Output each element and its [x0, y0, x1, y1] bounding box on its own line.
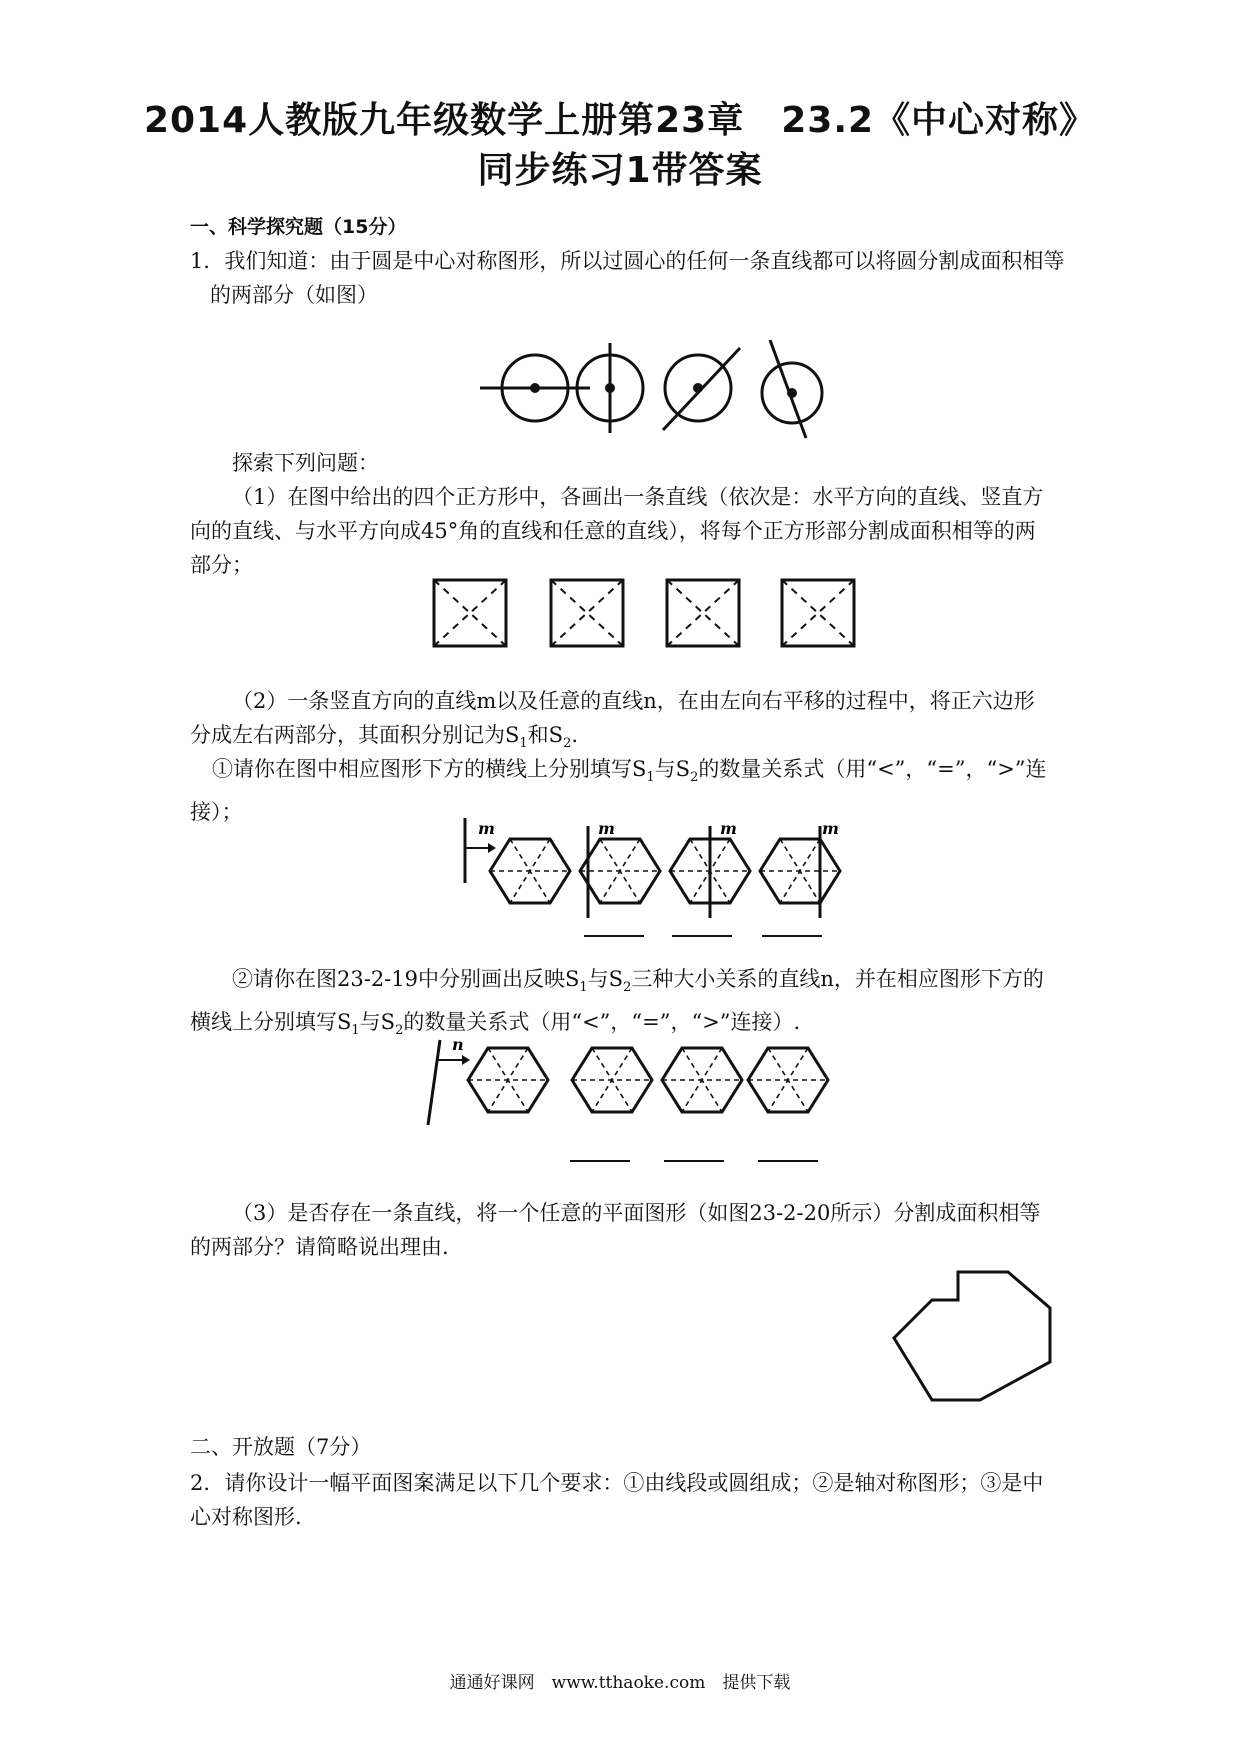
- part3-text: （3）是否存在一条直线，将一个任意的平面图形（如图23-2-20所示）分割成面积相等的两部分？请简略说出理由.: [190, 1201, 1041, 1259]
- footer-text: 通通好课网 www.tthaoke.com 提供下载: [449, 1673, 791, 1693]
- hexagon-m-1: [465, 818, 570, 903]
- hexagon-n-3: [662, 1048, 742, 1112]
- part2-text: （2）一条竖直方向的直线m以及任意的直线n，在由左向右平移的过程中，将正六边形分成左右两部分，其面积分别记为$S_1$和$S_2$.: [190, 689, 1035, 752]
- svg-text:m: m: [478, 819, 495, 838]
- svg-text:m: m: [822, 819, 839, 838]
- section2-heading: 二、开放题（7分）: [190, 1435, 372, 1459]
- hexagon-m-3: [670, 819, 750, 918]
- square-1: [434, 580, 506, 646]
- page-subtitle: 同步练习1带答案: [477, 150, 763, 191]
- q2-text: 2．请你设计一幅平面图案满足以下几个要求：①由线段或圆组成；②是轴对称图形；③是中心对称图形.: [190, 1471, 1044, 1529]
- section1-heading: 一、科学探究题（15分）: [190, 216, 407, 238]
- hexagon-m-4: [760, 819, 840, 918]
- circles-figure: [480, 338, 840, 438]
- answer-blank-m-3[interactable]: [762, 935, 822, 937]
- part2-1-text: ①请你在图中相应图形下方的横线上分别填写$S_1$与$S_2$的数量关系式（用“<”，“=”，“>”连接）；: [190, 757, 1047, 825]
- part2-2-text: ②请你在图23-2-19中分别画出反映$S_1$与$S_2$三种大小关系的直线n，并在相应图形下方的横线上分别填写$S_1$与$S_2$的数量关系式（用“<”，“=”，“>”连接）.: [190, 967, 1044, 1039]
- hexagon-n-2: [572, 1048, 652, 1112]
- hexagon-n-1: [428, 1035, 548, 1125]
- hexagon-m-figure: [460, 818, 840, 938]
- svg-text:n: n: [452, 1035, 464, 1054]
- square-2: [551, 580, 623, 646]
- answer-blank-n-1[interactable]: [570, 1160, 630, 1162]
- square-4: [782, 580, 854, 646]
- answer-blank-n-2[interactable]: [664, 1160, 724, 1162]
- svg-text:m: m: [720, 819, 737, 838]
- hexagon-m-2: [580, 819, 660, 918]
- answer-blank-m-1[interactable]: [584, 935, 644, 937]
- answer-blank-n-3[interactable]: [758, 1160, 818, 1162]
- explore-label: 探索下列问题：: [232, 451, 379, 475]
- answer-blank-m-2[interactable]: [672, 935, 732, 937]
- irregular-polygon-figure: [890, 1270, 1060, 1410]
- hexagon-n-figure: [420, 1035, 820, 1140]
- svg-text:m: m: [598, 819, 615, 838]
- page-title: 2014人教版九年级数学上册第23章 23.2《中心对称》: [143, 100, 1097, 141]
- hexagon-n-4: [748, 1048, 828, 1112]
- part1-text: （1）在图中给出的四个正方形中，各画出一条直线（依次是：水平方向的直线、竖直方向的直线、与水平方向成45°角的直线和任意的直线），将每个正方形部分割成面积相等的两部分；: [190, 485, 1044, 577]
- q1-intro: 1．我们知道：由于圆是中心对称图形，所以过圆心的任何一条直线都可以将圆分割成面积相等的两部分（如图）: [190, 249, 1065, 307]
- squares-figure: [432, 578, 862, 650]
- square-3: [667, 580, 739, 646]
